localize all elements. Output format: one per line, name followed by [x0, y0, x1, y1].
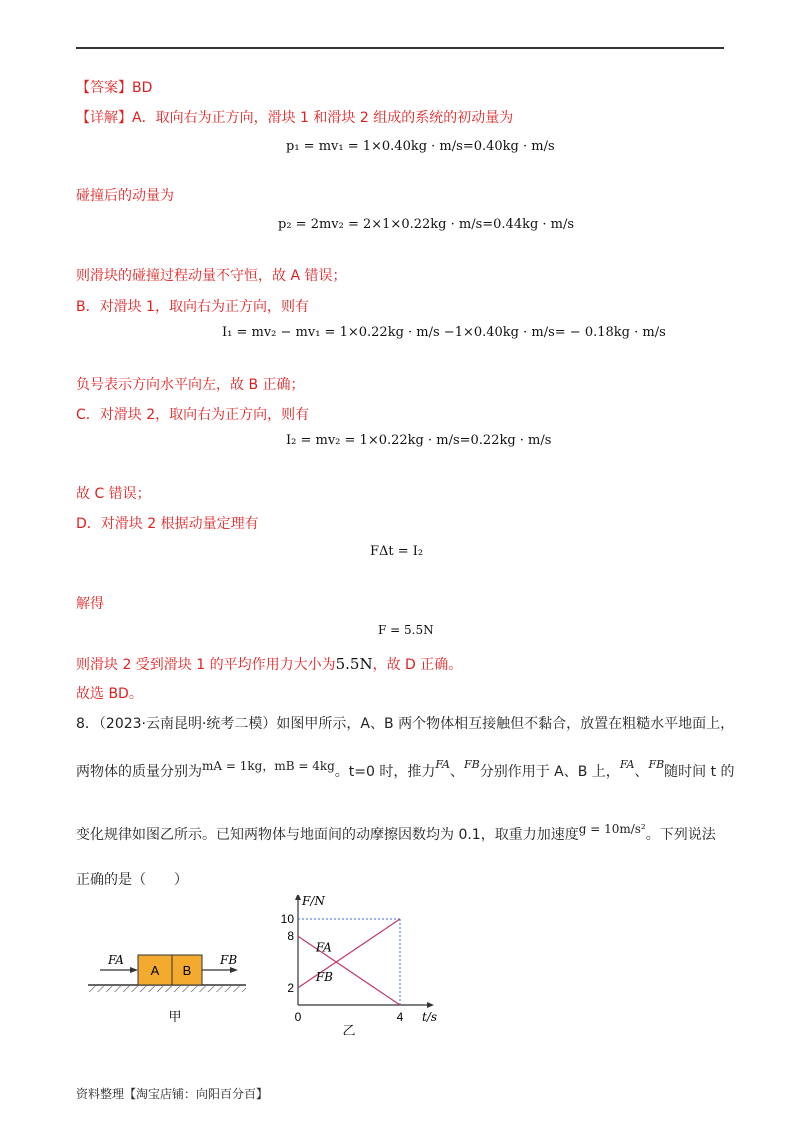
q8-FA: FA [435, 758, 450, 771]
block-B-label: B [182, 963, 192, 978]
x-tick-label: 0 [294, 1010, 302, 1024]
y-tick-label: 2 [287, 980, 294, 995]
y-tick-label: 10 [280, 912, 294, 926]
q8-line1: 8．（2023·云南昆明·统考二模）如图甲所示，A、B 两个物体相互接触但不黏合，放置在粗糙水平地面上， [76, 716, 735, 732]
A-conclusion: 则滑块的碰撞过程动量不守恒，故 A 错误； [76, 268, 347, 284]
label-FB: FB [220, 953, 238, 967]
y-axis-label: F/N [302, 895, 325, 908]
detail-A-line [76, 108, 513, 128]
series-FA-line [298, 936, 400, 1005]
y-axis-arrow [295, 895, 301, 900]
answer-line [76, 78, 152, 98]
B-line: B．对滑块 1，取向右为正方向，则有 [76, 299, 309, 315]
D-conclusion-value: 5.5N [335, 655, 373, 673]
block-A-label: A [150, 963, 160, 978]
equation-F: F = 5.5N [378, 623, 434, 637]
detail-A-text: A．取向右为正方向，滑块 1 和滑块 2 组成的系统的初动量为 [132, 110, 514, 126]
q8-FB: FB [464, 758, 480, 771]
caption-yi: 乙 [342, 1023, 356, 1035]
figure-jia [60, 885, 270, 1025]
q8-line3 [76, 822, 716, 845]
equation-impulse: FΔt = I₂ [370, 544, 424, 559]
arrow-FA-head [130, 967, 138, 973]
x-tick-label: 4 [396, 1010, 404, 1024]
D-conclusion-b: ，故 D 正确。 [372, 657, 463, 673]
q8-FA2: FA [619, 758, 635, 771]
equation-I2: I₂ = mv₂ = 1×0.22kg · m/s=0.22kg · m/s [286, 433, 552, 448]
equation-p2: p₂ = 2mv₂ = 2×1×0.22kg · m/s=0.44kg · m/s [278, 217, 575, 232]
arrow-FB-head [230, 967, 238, 973]
D-conclusion-a: 则滑块 2 受到滑块 1 的平均作用力大小为 [76, 657, 336, 673]
D-line: D．对滑块 2 根据动量定理有 [76, 516, 259, 532]
solve-line: 解得 [76, 596, 104, 612]
equation-I1: I₁ = mv₂ − mv₁ = 1×0.22kg · m/s −1×0.40kg · m/s= − 0.18kg · m/s [222, 325, 666, 340]
q8-sep2: 、 [634, 764, 649, 780]
q8-line2-c: 分别作用于 A、B 上， [479, 764, 620, 780]
C-line: C．对滑块 2，取向右为正方向，则有 [76, 407, 310, 423]
q8-line3-b: 。下列说法 [645, 827, 716, 843]
caption-jia: 甲 [168, 1009, 182, 1024]
final-answer-line: 故选 BD。 [76, 686, 143, 702]
q8-line2-b: 。t=0 时，推力 [334, 764, 436, 780]
B-conclusion: 负号表示方向水平向左，故 B 正确； [76, 377, 305, 393]
y-tick-label: 8 [287, 929, 294, 944]
q8-line2-a: 两物体的质量分别为 [76, 764, 202, 780]
series-FB-label: FB [315, 969, 334, 984]
ground-hatch [88, 986, 246, 992]
x-axis-label: t/s [422, 1010, 438, 1024]
figure-yi-chart [270, 895, 450, 1035]
D-conclusion [76, 654, 462, 675]
footer-note: 资料整理【淘宝店铺：向阳百分百】 [76, 1087, 269, 1101]
detail-label: 【详解】 [76, 110, 132, 126]
q8-line2 [76, 758, 735, 783]
q8-line4: 正确的是（ ） [76, 872, 188, 888]
series-FA-label: FA [315, 940, 332, 955]
q8-line3-a: 变化规律如图乙所示。已知两物体与地面间的动摩擦因数均为 0.1，取重力加速度 [76, 827, 579, 843]
series-FB-line [298, 919, 400, 988]
q8-masses: mA = 1kg，mB = 4kg [202, 759, 335, 773]
equation-p1: p₁ = mv₁ = 1×0.40kg · m/s=0.40kg · m/s [286, 139, 555, 154]
after-collision-line: 碰撞后的动量为 [76, 188, 174, 204]
q8-g: g = 10m/s² [578, 822, 646, 836]
x-axis-arrow [427, 1002, 434, 1008]
header-rule [76, 47, 724, 49]
answer-value: BD [132, 80, 153, 96]
q8-FB2: FB [648, 758, 665, 771]
label-FA: FA [108, 953, 124, 967]
answer-label: 【答案】 [76, 80, 132, 96]
q8-line2-d: 随时间 t 的 [664, 764, 735, 780]
q8-sep: 、 [450, 764, 464, 780]
C-conclusion: 故 C 错误； [76, 486, 151, 502]
